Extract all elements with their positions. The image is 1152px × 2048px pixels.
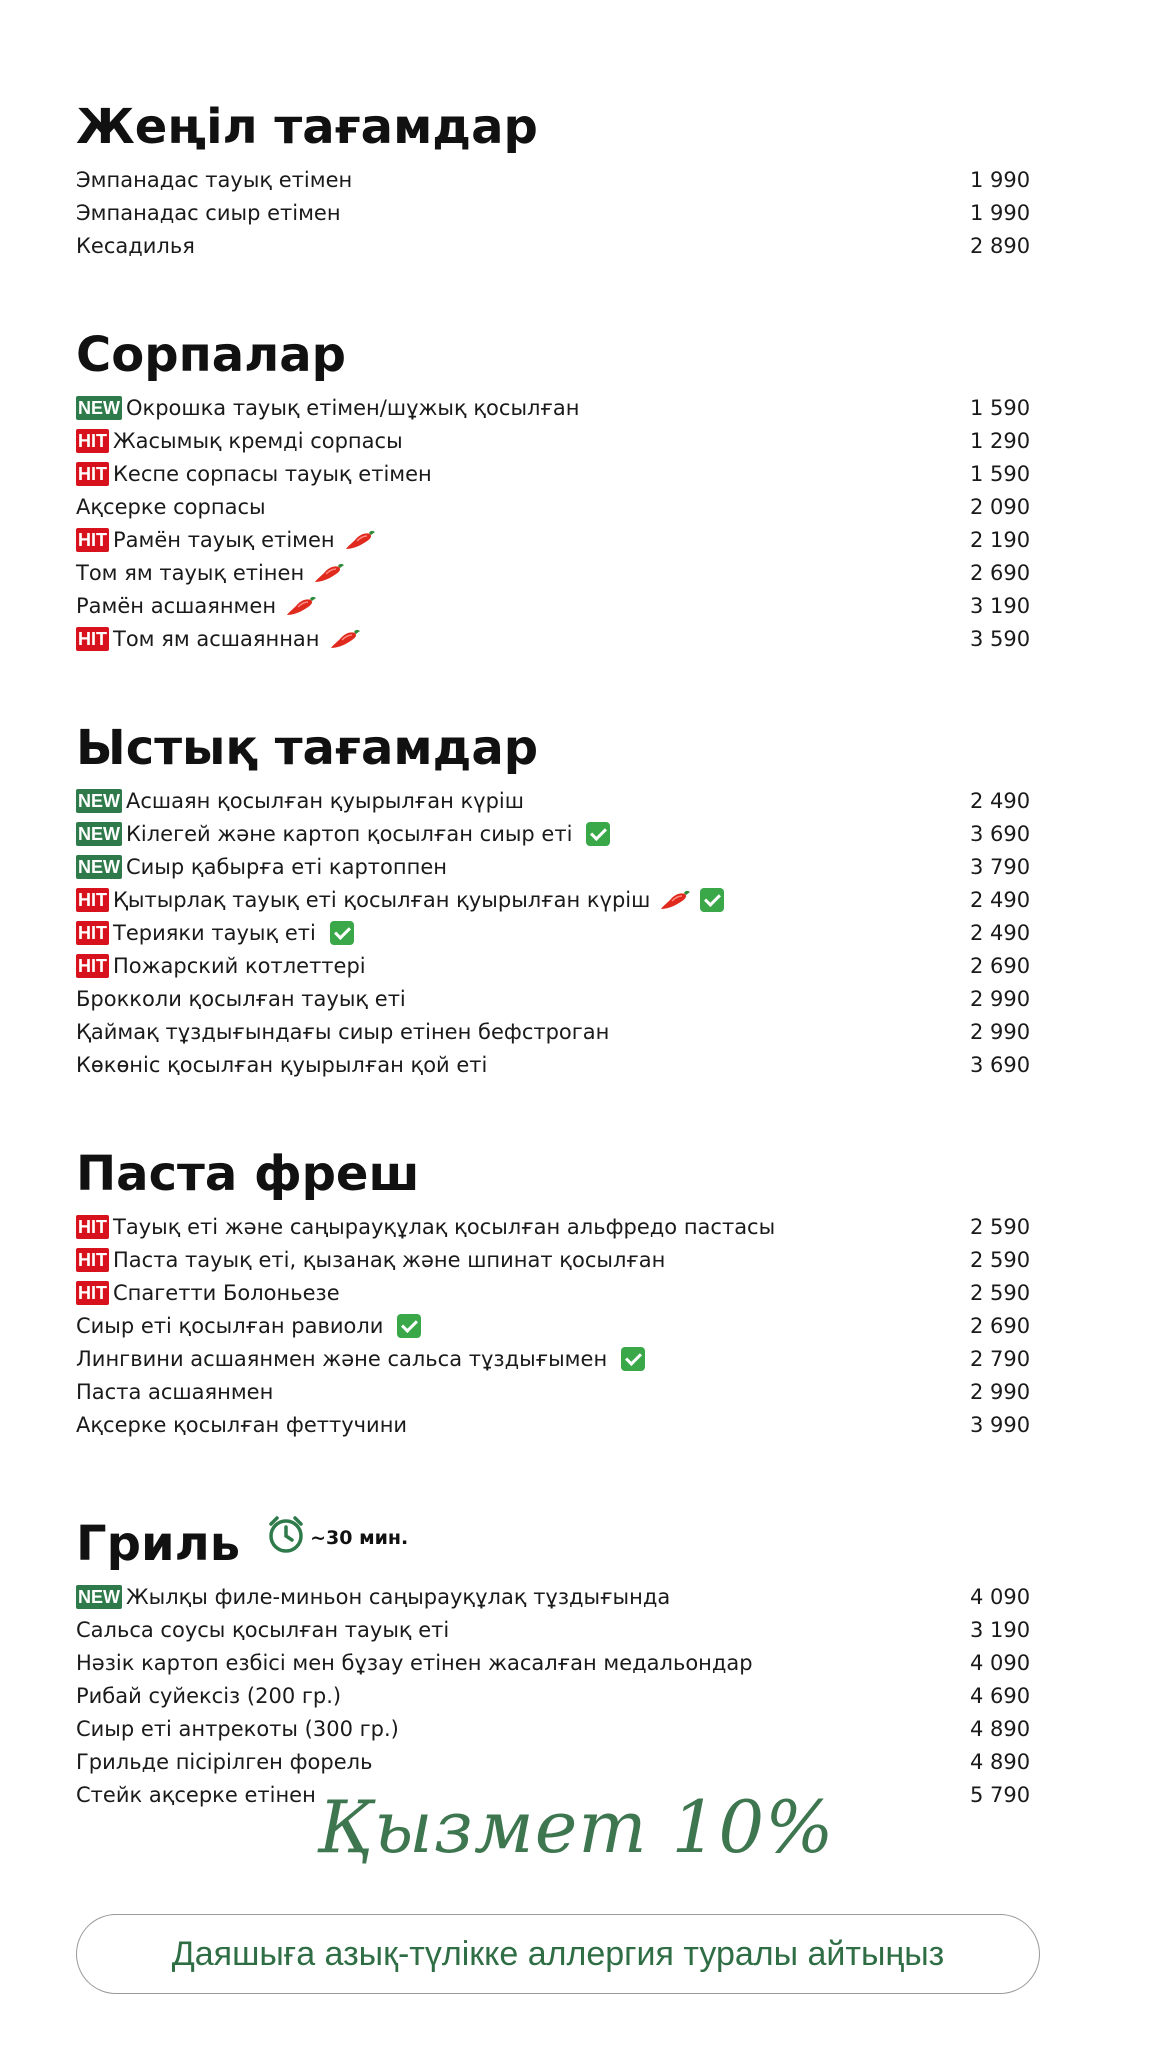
menu-item-name: Қаймақ тұздығындағы сиыр етінен бефстроган (76, 1019, 610, 1044)
menu-item-name: Лингвини асшаянмен және сальса тұздығымен (76, 1346, 608, 1371)
menu-item-name-group (76, 1281, 340, 1305)
menu-item-price: 1 990 (970, 200, 1031, 225)
menu-item-price: 1 290 (970, 428, 1031, 453)
menu (76, 96, 1040, 1873)
menu-item-name: Кілегей және картоп қосылған сиыр еті (126, 821, 573, 846)
menu-item-price: 2 690 (970, 560, 1031, 585)
menu-item-name: Пожарский котлеттері (113, 953, 366, 978)
menu-item (76, 490, 1040, 523)
menu-item-name-group (76, 1380, 273, 1404)
menu-item (76, 1048, 1040, 1081)
menu-item-name-group (76, 789, 524, 813)
section-title-text: Ыстық тағамдар (76, 720, 539, 776)
menu-item-price: 2 090 (970, 494, 1031, 519)
section-title (76, 717, 1040, 779)
menu-item (76, 457, 1040, 490)
menu-item (76, 589, 1040, 622)
menu-item-name-group (76, 1750, 372, 1774)
menu-item (76, 949, 1040, 982)
menu-item-name: Көкөніс қосылған қуырылған қой еті (76, 1052, 488, 1077)
hit-badge: HIT (78, 463, 107, 484)
menu-item-price: 2 490 (970, 887, 1031, 912)
menu-item-name: Жасымық кремді сорпасы (113, 428, 403, 453)
menu-item-price: 3 190 (970, 593, 1031, 618)
section-3 (76, 1143, 1040, 1441)
check-icon (700, 888, 724, 912)
menu-item-price: 2 490 (970, 920, 1031, 945)
menu-item-price: 2 590 (970, 1247, 1031, 1272)
menu-item-price: 4 890 (970, 1749, 1031, 1774)
menu-item-price: 4 690 (970, 1683, 1031, 1708)
menu-item-price: 3 190 (970, 1617, 1031, 1642)
menu-item-name-group (76, 1248, 665, 1272)
menu-item-name: Тауық еті және саңырауқұлақ қосылған альфредо пастасы (113, 1214, 776, 1239)
menu-item-name-group (76, 1413, 407, 1437)
section-4 (76, 1507, 1040, 1811)
menu-item-name: Ақсерке сорпасы (76, 494, 266, 519)
menu-item-name-group (76, 987, 406, 1011)
check-icon (330, 921, 354, 945)
menu-item-name: Том ям тауық етінен (76, 560, 305, 585)
menu-item-name-group (76, 855, 447, 879)
section-title (76, 96, 1040, 158)
menu-item-name: Паста тауық еті, қызанақ және шпинат қосылған (113, 1247, 666, 1272)
menu-item (76, 1613, 1040, 1646)
menu-item-name-group (76, 1651, 753, 1675)
menu-item-price: 4 890 (970, 1716, 1031, 1741)
menu-item-name-group (76, 561, 348, 585)
chili-icon (660, 889, 694, 911)
cook-time (264, 1507, 408, 1571)
menu-item (76, 391, 1040, 424)
new-badge: NEW (78, 823, 120, 844)
hit-badge: HIT (78, 430, 107, 451)
menu-item-name-group (76, 168, 352, 192)
menu-item-name: Ақсерке қосылған феттучини (76, 1412, 408, 1437)
menu-item-name-group (76, 462, 432, 486)
cook-time-text: ~30 мин. (310, 1527, 409, 1549)
menu-item-name-group (76, 1684, 341, 1708)
new-badge: NEW (78, 397, 120, 418)
hit-badge: HIT (78, 628, 107, 649)
menu-item-name: Эмпанадас тауық етімен (76, 167, 353, 192)
menu-item-name-group (76, 234, 195, 258)
section-title-text: Паста фреш (76, 1146, 420, 1202)
menu-item-name-group (76, 1314, 421, 1338)
section-0 (76, 96, 1040, 262)
check-icon (621, 1347, 645, 1371)
section-title-text: Сорпалар (76, 327, 347, 383)
menu-item (76, 424, 1040, 457)
menu-item-name-group (76, 429, 403, 453)
menu-item-price: 3 990 (970, 1412, 1031, 1437)
menu-item (76, 1243, 1040, 1276)
hit-badge: HIT (78, 529, 107, 550)
menu-item-price: 3 790 (970, 854, 1031, 879)
section-title (76, 324, 1040, 386)
menu-item (76, 1276, 1040, 1309)
menu-item-price: 4 090 (970, 1584, 1031, 1609)
menu-item (76, 622, 1040, 655)
menu-item-name: Кеспе сорпасы тауық етімен (113, 461, 432, 486)
menu-item (76, 523, 1040, 556)
check-icon (586, 822, 610, 846)
menu-item-name-group (76, 495, 266, 519)
menu-item-name: Рамён асшаянмен (76, 593, 277, 618)
allergy-notice (76, 1914, 1040, 1994)
menu-item-name-group (76, 1053, 487, 1077)
menu-item-name: Том ям асшаяннан (113, 626, 320, 651)
menu-item-name-group (76, 1215, 775, 1239)
menu-item (76, 1015, 1040, 1048)
menu-item-price: 2 590 (970, 1214, 1031, 1239)
hit-badge: HIT (78, 1249, 107, 1270)
menu-item-name: Сальса соусы қосылған тауық еті (76, 1617, 450, 1642)
menu-item-name-group (76, 822, 610, 846)
hit-badge: HIT (78, 1282, 107, 1303)
new-badge: NEW (78, 790, 120, 811)
menu-item-name-group (76, 921, 354, 945)
menu-item (76, 1712, 1040, 1745)
check-icon (397, 1314, 421, 1338)
menu-item (76, 784, 1040, 817)
menu-item (76, 1745, 1040, 1778)
section-title-text: Жеңіл тағамдар (76, 99, 538, 155)
section-2 (76, 717, 1040, 1081)
menu-item-price: 3 690 (970, 1052, 1031, 1077)
menu-item-name: Рамён тауық етімен (113, 527, 335, 552)
hit-badge: HIT (78, 922, 107, 943)
menu-item-price: 3 590 (970, 626, 1031, 651)
menu-item-name: Паста асшаянмен (76, 1379, 274, 1404)
section-title-text: Гриль (76, 1516, 241, 1572)
menu-item-name-group (76, 1618, 449, 1642)
alarm-clock-icon (264, 1509, 308, 1571)
menu-item-name: Кесадилья (76, 233, 195, 258)
chili-icon (330, 628, 364, 650)
chili-icon (314, 562, 348, 584)
menu-item (76, 982, 1040, 1015)
new-badge: NEW (78, 1586, 120, 1607)
menu-item-price: 2 690 (970, 1313, 1031, 1338)
menu-item-price: 1 590 (970, 395, 1031, 420)
menu-item-name-group (76, 1347, 645, 1371)
menu-item (76, 163, 1040, 196)
hit-badge: HIT (78, 889, 107, 910)
menu-item-name: Грильде пісірілген форель (76, 1749, 373, 1774)
menu-item-name-group (76, 201, 341, 225)
menu-item-name: Терияки тауық еті (113, 920, 316, 945)
section-title (76, 1143, 1040, 1205)
menu-item-price: 2 190 (970, 527, 1031, 552)
chili-icon (345, 529, 379, 551)
chili-icon (286, 595, 320, 617)
menu-item-price: 2 590 (970, 1280, 1031, 1305)
menu-item (76, 883, 1040, 916)
hit-badge: HIT (78, 1216, 107, 1237)
menu-item-name-group (76, 1020, 609, 1044)
menu-item (76, 850, 1040, 883)
menu-item-price: 2 490 (970, 788, 1031, 813)
service-charge-note: Қызмет 10% (317, 1785, 835, 1869)
menu-item-name: Сиыр еті антрекоты (300 гр.) (76, 1716, 399, 1741)
menu-item-name: Спагетти Болоньезе (113, 1280, 340, 1305)
menu-item-name: Брокколи қосылған тауық еті (76, 986, 406, 1011)
menu-item-name: Рибай суйексіз (200 гр.) (76, 1683, 342, 1708)
menu-item-name-group (76, 396, 579, 420)
menu-item-name-group (76, 954, 366, 978)
menu-item (76, 196, 1040, 229)
menu-item-name-group (76, 1585, 670, 1609)
menu-item (76, 1679, 1040, 1712)
menu-item-name: Жылқы филе-миньон саңырауқұлақ тұздығында (126, 1584, 671, 1609)
menu-item-price: 4 090 (970, 1650, 1031, 1675)
menu-item (76, 1375, 1040, 1408)
menu-item-name-group (76, 888, 724, 912)
menu-item-price: 2 790 (970, 1346, 1031, 1371)
menu-item-price: 2 990 (970, 1379, 1031, 1404)
menu-item-name: Стейк ақсерке етінен (76, 1782, 316, 1807)
menu-item-price: 5 790 (970, 1782, 1031, 1807)
section-title (76, 1507, 1040, 1575)
menu-item-price: 2 990 (970, 1019, 1031, 1044)
menu-item-name: Сиыр қабырға еті картоппен (126, 854, 447, 879)
menu-item-price: 1 990 (970, 167, 1031, 192)
menu-item-name: Эмпанадас сиыр етімен (76, 200, 341, 225)
menu-item-name: Қытырлақ тауық еті қосылған қуырылған күріш (113, 887, 651, 912)
menu-item (76, 1646, 1040, 1679)
menu-item-name: Окрошка тауық етімен/шұжық қосылған (126, 395, 580, 420)
menu-item-price: 2 890 (970, 233, 1031, 258)
menu-item-price: 2 990 (970, 986, 1031, 1011)
menu-item (76, 916, 1040, 949)
menu-item-name: Нәзік картоп езбісі мен бұзау етінен жасалған медальондар (76, 1650, 753, 1675)
menu-item-name-group (76, 528, 379, 552)
menu-item (76, 1309, 1040, 1342)
new-badge: NEW (78, 856, 120, 877)
menu-item (76, 1342, 1040, 1375)
menu-item (76, 1408, 1040, 1441)
hit-badge: HIT (78, 955, 107, 976)
menu-item-price: 2 690 (970, 953, 1031, 978)
menu-item (76, 1210, 1040, 1243)
menu-item (76, 556, 1040, 589)
allergy-notice-text: Даяшыға азық-түлікке аллергия туралы айтыңыз (171, 1934, 945, 1973)
menu-item-name: Сиыр еті қосылған равиоли (76, 1313, 384, 1338)
menu-item-name-group (76, 1717, 399, 1741)
menu-item (76, 1580, 1040, 1613)
menu-item-name-group (76, 594, 320, 618)
menu-item-price: 3 690 (970, 821, 1031, 846)
menu-item-name: Асшаян қосылған қуырылған күріш (126, 788, 524, 813)
menu-item-name-group (76, 627, 364, 651)
menu-item (76, 229, 1040, 262)
section-1 (76, 324, 1040, 655)
menu-item (76, 817, 1040, 850)
menu-item-price: 1 590 (970, 461, 1031, 486)
